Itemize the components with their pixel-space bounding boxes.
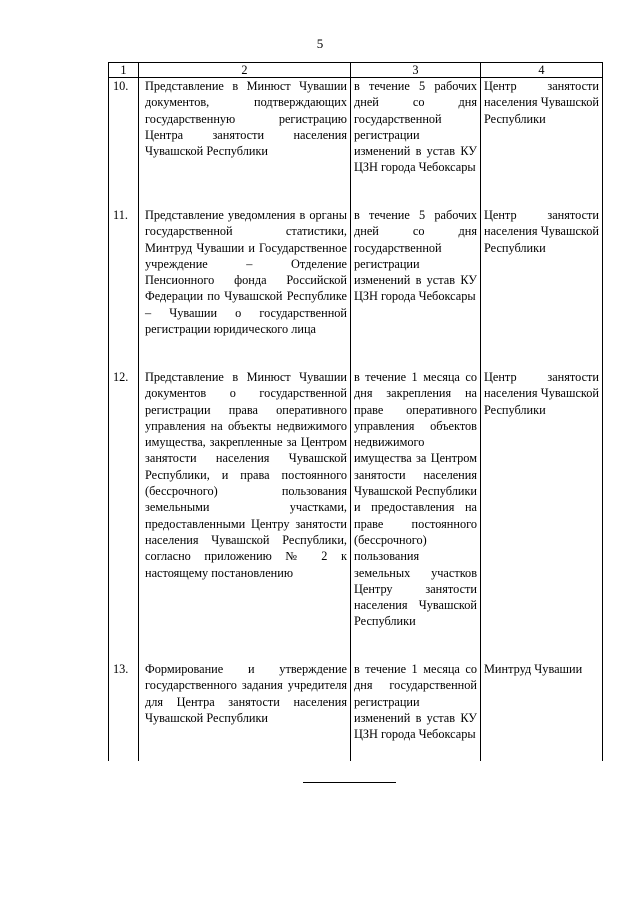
row-number: 12. bbox=[109, 369, 139, 661]
row-responsible: Центр занятости населения Чувашской Республики bbox=[481, 207, 603, 369]
table-row bbox=[109, 207, 603, 369]
row-action: Представление в Минюст Чувашии документов о государственной регистрации права оперативного управления на объекты недвижимого имущества, закрепленные за Центром занятости населения Чувашской Республики, и права постоянного (бессрочного) пользования земельными участками, предоставленными Центру занятости населения Чувашской Республики, согласно приложению № 2 к настоящему постановлению bbox=[139, 369, 351, 661]
row-term: в течение 1 месяца со дня закрепления на праве оперативного управления объектов недвижимого имущества за Центром занятости населения Чувашской Республики и предоставления на праве постоянного (бессрочного) пользования земельных участков Центру занятости населения Чувашской Республики bbox=[351, 369, 481, 661]
footer-divider bbox=[303, 782, 396, 783]
row-term: в течение 5 рабочих дней со дня государственной регистрации изменений в устав КУ ЦЗН города Чебоксары bbox=[351, 78, 481, 208]
table-header-row bbox=[109, 63, 603, 78]
table-row bbox=[109, 369, 603, 661]
row-number: 11. bbox=[109, 207, 139, 369]
row-number: 10. bbox=[109, 78, 139, 208]
column-header-2: 2 bbox=[139, 63, 351, 78]
table-row bbox=[109, 78, 603, 208]
row-number: 13. bbox=[109, 661, 139, 761]
row-action: Представление в Минюст Чувашии документов, подтверждающих государственную регистрацию Центра занятости населения Чувашской Республики bbox=[139, 78, 351, 208]
measures-table bbox=[108, 62, 603, 761]
row-responsible: Центр занятости населения Чувашской Республики bbox=[481, 78, 603, 208]
column-header-4: 4 bbox=[481, 63, 603, 78]
table-row bbox=[109, 661, 603, 761]
row-responsible: Минтруд Чувашии bbox=[481, 661, 603, 761]
column-header-1: 1 bbox=[109, 63, 139, 78]
row-action: Формирование и утверждение государственного задания учредителя для Центра занятости населения Чувашской Республики bbox=[139, 661, 351, 761]
column-header-3: 3 bbox=[351, 63, 481, 78]
row-responsible: Центр занятости населения Чувашской Республики bbox=[481, 369, 603, 661]
row-term: в течение 1 месяца со дня государственной регистрации изменений в устав КУ ЦЗН города Чебоксары bbox=[351, 661, 481, 761]
page-number: 5 bbox=[316, 36, 324, 51]
row-action: Представление уведомления в органы государственной статистики, Минтруд Чувашии и Государственное учреждение – Отделение Пенсионного фонда Российской Федерации по Чувашской Республике – Чувашии о государственной регистрации юридического лица bbox=[139, 207, 351, 369]
row-term: в течение 5 рабочих дней со дня государственной регистрации изменений в устав КУ ЦЗН города Чебоксары bbox=[351, 207, 481, 369]
